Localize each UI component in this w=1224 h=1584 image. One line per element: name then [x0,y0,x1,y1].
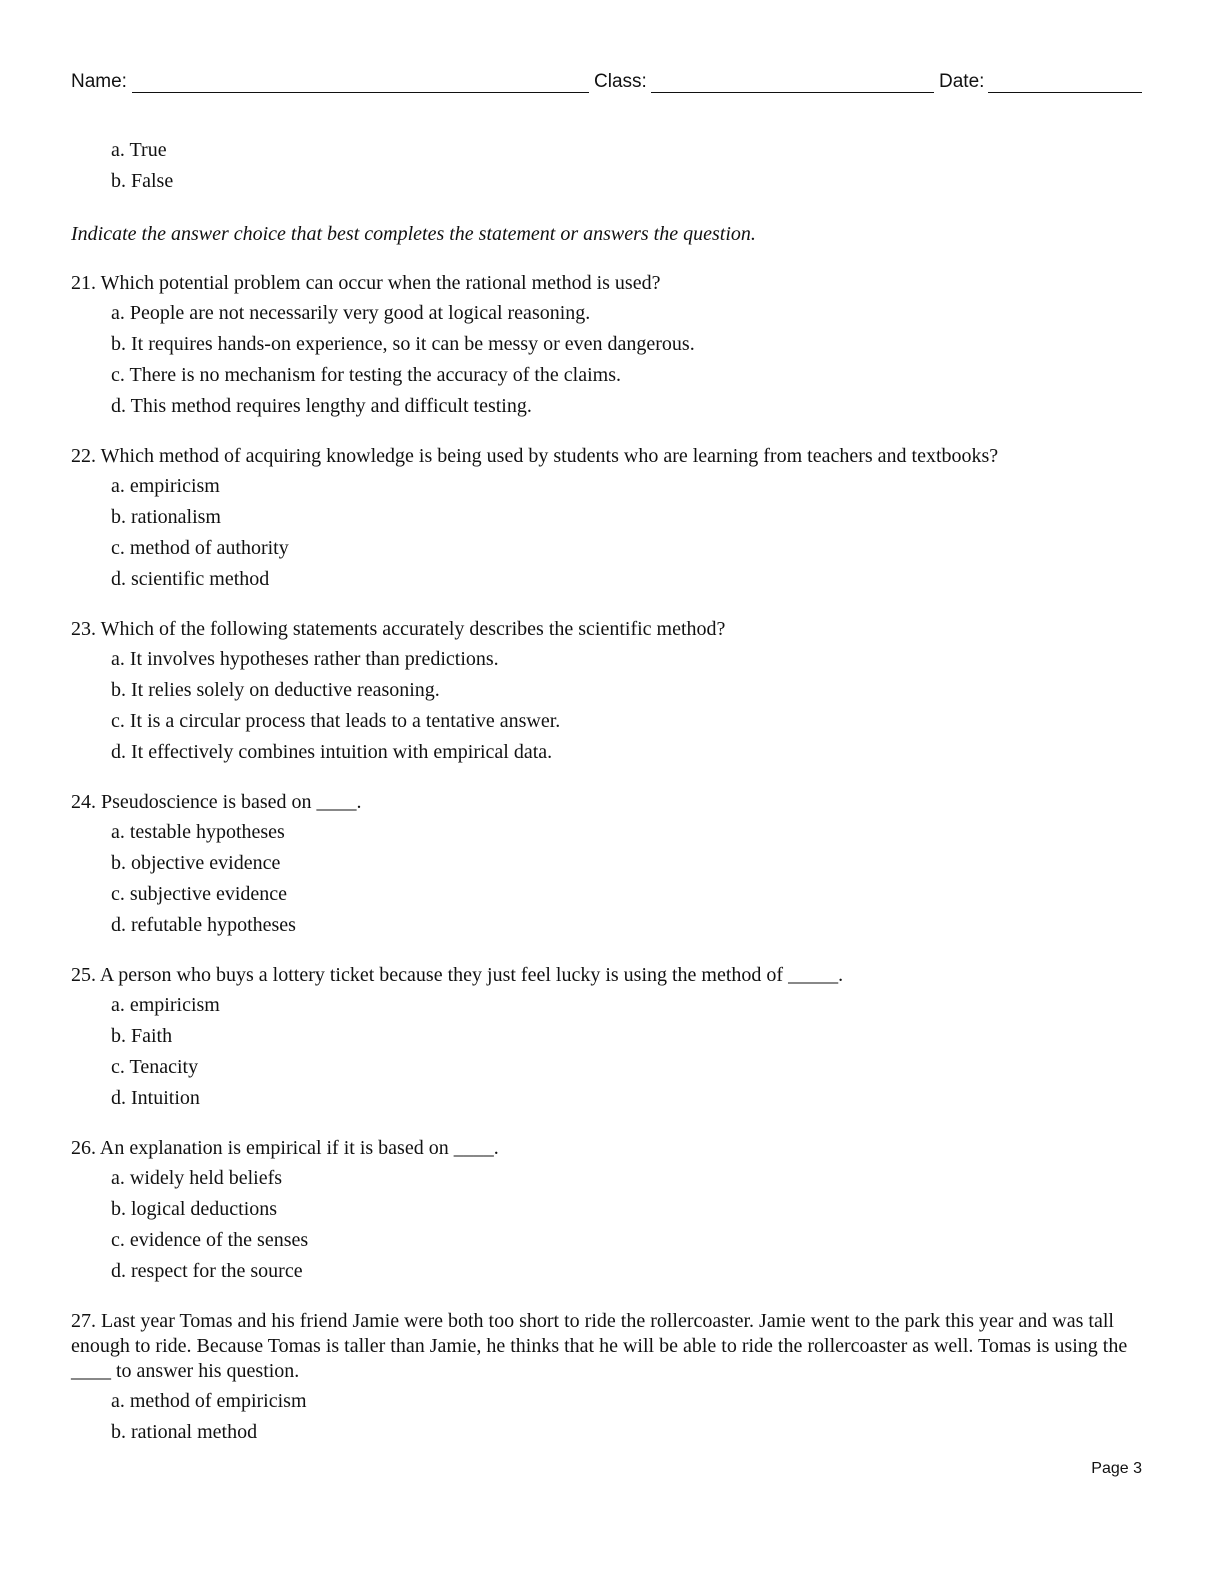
answer-choice: d. Intuition [111,1087,200,1109]
answer-choice: d. refutable hypotheses [111,914,296,936]
question-stem: 22. Which method of acquiring knowledge is being used by students who are learning from teachers and textbooks? [71,445,999,467]
answer-choice: a. People are not necessarily very good at logical reasoning. [111,302,591,324]
answer-choice: a. widely held beliefs [111,1167,283,1189]
section-instructions: Indicate the answer choice that best completes the statement or answers the question. [71,223,756,245]
question-stem: 23. Which of the following statements accurately describes the scientific method? [71,618,726,640]
answer-choice: d. respect for the source [111,1260,303,1282]
answer-choice: b. It relies solely on deductive reasoning. [111,679,440,701]
question-stem: 26. An explanation is empirical if it is based on ____. [71,1137,499,1159]
question-27 [71,1309,1146,1448]
answer-choice: d. It effectively combines intuition with empirical data. [111,741,553,763]
answer-choice: b. It requires hands-on experience, so it can be messy or even dangerous. [111,333,695,355]
answer-choice: b. False [111,170,174,192]
question-22 [71,444,1146,595]
page-number: Page 3 [1091,1460,1142,1477]
question-stem: 24. Pseudoscience is based on ____. [71,791,362,813]
question-21 [71,271,1146,422]
answer-choice: a. empiricism [111,475,220,497]
answer-choice: b. objective evidence [111,852,281,874]
continued-choices [71,135,1146,197]
answer-choice: c. Tenacity [111,1056,199,1078]
answer-choice: a. testable hypotheses [111,821,285,843]
answer-choice: d. This method requires lengthy and difficult testing. [111,395,532,417]
answer-choice: c. There is no mechanism for testing the accuracy of the claims. [111,364,621,386]
class-blank-line [651,92,934,93]
answer-choice: b. logical deductions [111,1198,278,1220]
question-stem: 25. A person who buys a lottery ticket because they just feel lucky is using the method of _____. [71,964,844,986]
question-26 [71,1136,1146,1287]
worksheet-header [71,70,1142,96]
answer-choice: c. method of authority [111,537,289,559]
date-label: Date: [939,71,985,92]
date-blank-line [988,92,1142,93]
answer-choice: d. scientific method [111,568,270,590]
answer-choice: a. It involves hypotheses rather than predictions. [111,648,499,670]
question-stem: 21. Which potential problem can occur when the rational method is used? [71,272,661,294]
answer-choice: c. evidence of the senses [111,1229,309,1251]
answer-choice: b. rationalism [111,506,221,528]
class-label: Class: [594,71,647,92]
answer-choice: a. True [111,139,167,161]
name-label: Name: [71,71,127,92]
question-23 [71,617,1146,768]
question-stem: 27. Last year Tomas and his friend Jamie were both too short to ride the rollercoaster. Jamie went to the park this year and was tall enough to ride. Because Tomas is taller than Jamie, he thinks that he will be able to ride the rollercoaster as well. Tomas is using the ____ to answer his question. [71,1310,1128,1382]
answer-choice: a. empiricism [111,994,220,1016]
answer-choice: c. It is a circular process that leads to a tentative answer. [111,710,561,732]
name-blank-line [132,92,589,93]
worksheet-body [71,135,1146,1470]
answer-choice: a. method of empiricism [111,1390,307,1412]
answer-choice: c. subjective evidence [111,883,288,905]
question-24 [71,790,1146,941]
question-25 [71,963,1146,1114]
answer-choice: b. Faith [111,1025,173,1047]
answer-choice: b. rational method [111,1421,258,1443]
